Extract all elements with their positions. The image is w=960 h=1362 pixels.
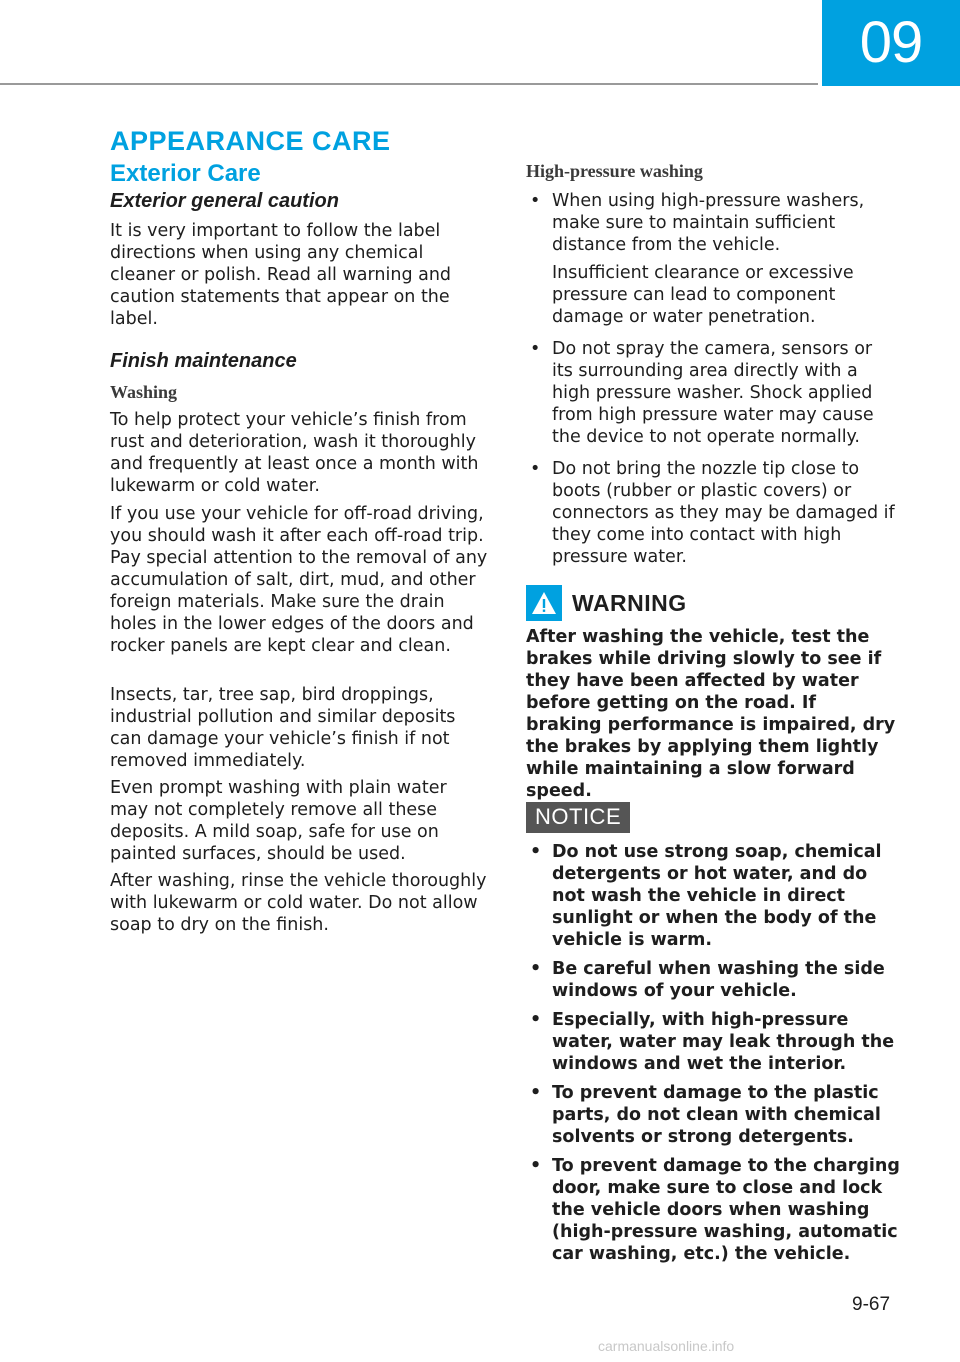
paragraph-washing-5: After washing, rinse the vehicle thoroughly with lukewarm or cold water. Do not allow soap to dry on the finish. <box>110 871 487 935</box>
header-rule <box>0 83 818 85</box>
bullet-subtext: Insufficient clearance or excessive pressure can lead to component damage or water penetration. <box>552 263 854 327</box>
notice-badge: NOTICE <box>526 802 630 833</box>
paragraph-washing-4: Even prompt washing with plain water may not completely remove all these deposits. A mild soap, safe for use on painted surfaces, should be used. <box>110 778 447 864</box>
list-item <box>526 338 896 448</box>
bullet-text: When using high-pressure washers, make sure to maintain sufficient distance from the vehicle. <box>552 191 865 255</box>
section-title: APPEARANCE CARE <box>110 126 391 156</box>
warning-header <box>526 585 687 621</box>
heading-high-pressure-washing: High-pressure washing <box>526 161 703 181</box>
list-item: • Especially, with high-pressure water, water may leak through the windows and wet the interior. <box>526 1009 906 1075</box>
heading-washing: Washing <box>110 382 178 402</box>
list-item <box>526 458 896 568</box>
section-subtitle: Exterior Care <box>110 160 261 187</box>
high-pressure-bullets <box>526 190 896 568</box>
list-item: • Be careful when washing the side windows of your vehicle. <box>526 958 906 1002</box>
list-item: • To prevent damage to the charging door, make sure to close and lock the vehicle doors when washing (high-pressure washing, automatic car washing, etc.) the vehicle. <box>526 1155 906 1265</box>
notice-bullets <box>526 841 906 1265</box>
bullet-text: Do not spray the camera, sensors or its surrounding area directly with a high pressure washer. Shock applied from high pressure water may cause the device to not operate normally. <box>552 339 874 447</box>
notice-badge-wrap <box>526 802 630 833</box>
list-item <box>526 190 896 328</box>
heading-finish-maintenance: Finish maintenance <box>110 350 297 372</box>
chapter-tab: 09 <box>822 0 960 86</box>
bullet-text: Do not bring the nozzle tip close to boots (rubber or plastic covers) or connectors as they may be damaged if they come into contact with high pressure water. <box>552 459 895 567</box>
paragraph-general-caution: It is very important to follow the label directions when using any chemical cleaner or polish. Read all warning and caution statements that appear on the label. <box>110 221 452 329</box>
watermark: carmanualsonline.info <box>598 1338 735 1354</box>
paragraph-washing-3: Insects, tar, tree sap, bird droppings, industrial pollution and similar deposits can damage your vehicle’s finish if not removed immediately. <box>110 685 456 771</box>
list-item: • Do not use strong soap, chemical detergents or hot water, and do not wash the vehicle in direct sunlight or when the body of the vehicle is warm. <box>526 841 906 951</box>
warning-label: WARNING <box>572 589 687 616</box>
paragraph-washing-2: If you use your vehicle for off-road driving, you should wash it after each off-road trip. Pay special attention to the removal of any accumulation of salt, dirt, mud, and other foreign materials. Make sure the drain holes in the lower edges of the doors and rocker panels are kept clear and clean. <box>110 504 488 656</box>
warning-triangle-icon <box>526 585 562 621</box>
list-item: • To prevent damage to the plastic parts, do not clean with chemical solvents or strong detergents. <box>526 1082 906 1148</box>
warning-text: After washing the vehicle, test the brakes while driving slowly to see if they have been affected by water before getting on the road. If braking performance is impaired, dry the brakes by applying them lightly while maintaining a slow forward speed. <box>526 627 896 801</box>
paragraph-washing-1: To help protect your vehicle’s finish from rust and deterioration, wash it thoroughly and frequently at least once a month with lukewarm or cold water. <box>110 410 479 496</box>
page-number: 9-67 <box>852 1294 891 1315</box>
heading-exterior-general-caution: Exterior general caution <box>110 190 339 212</box>
